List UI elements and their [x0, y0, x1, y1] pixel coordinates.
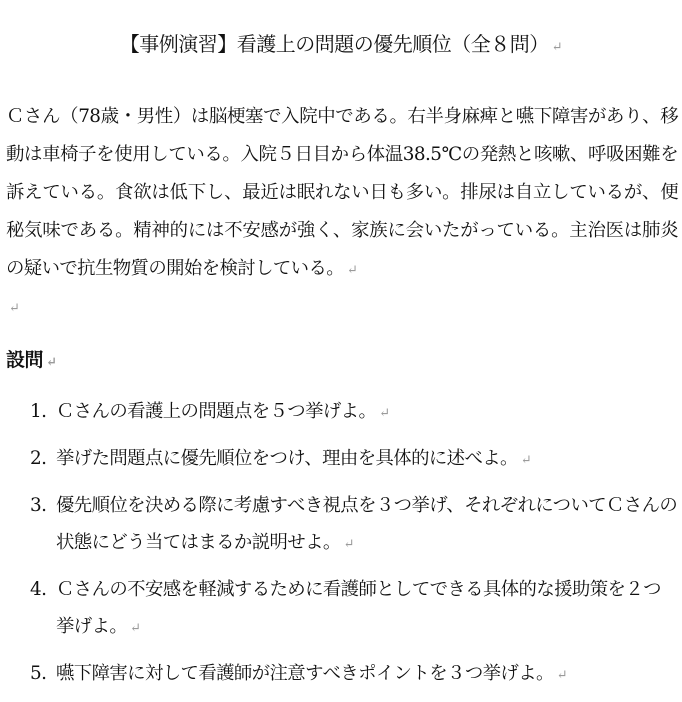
question-number: 5. — [30, 663, 47, 684]
case-description — [6, 98, 678, 290]
question-number: 4. — [30, 579, 47, 600]
question-item — [0, 571, 682, 647]
paragraph-mark-icon: ↵ — [551, 40, 563, 55]
question-text: 嚥下障害に対して看護師が注意すべきポイントを３つ挙げよ。 — [56, 663, 554, 684]
questions-heading-text: 設問 — [6, 349, 44, 371]
question-text: 挙げた問題点に優先順位をつけ、理由を具体的に述べよ。 — [56, 448, 518, 469]
question-item — [0, 440, 682, 479]
paragraph-mark-icon: ↵ — [46, 355, 57, 370]
paragraph-mark-icon: ↵ — [130, 621, 141, 636]
empty-paragraph — [6, 300, 20, 316]
paragraph-mark-icon: ↵ — [347, 263, 358, 278]
document-title — [0, 30, 682, 62]
question-number: 3. — [30, 495, 47, 516]
question-number: 1. — [30, 401, 47, 422]
question-text: 優先順位を決める際に考慮すべき視点を３つ挙げ、それぞれについてＣさんの状態にどう当てはまるか説明せよ。 — [56, 495, 678, 553]
paragraph-mark-icon: ↵ — [9, 301, 20, 316]
case-text: Ｃさん（78歳・男性）は脳梗塞で入院中である。右半身麻痺と嚥下障害があり、移動は車椅子を使用している。入院５日目から体温38.5℃の発熱と咳嗽、呼吸困難を訴えている。食欲は低下し、最近は眠れない日も多い。排尿は自立しているが、便秘気味である。精神的には不安感が強く、家族に会いたがっている。主治医は肺炎の疑いで抗生物質の開始を検討している。 — [6, 106, 678, 279]
paragraph-mark-icon: ↵ — [556, 668, 568, 683]
question-number: 2. — [30, 448, 47, 469]
questions-list — [0, 393, 682, 702]
paragraph-mark-icon: ↵ — [379, 406, 390, 421]
paragraph-mark-icon: ↵ — [343, 537, 354, 552]
paragraph-mark-icon: ↵ — [520, 453, 532, 468]
title-text: 【事例演習】看護上の問題の優先順位（全８問） — [119, 32, 549, 56]
questions-heading — [6, 346, 56, 377]
question-item — [0, 487, 682, 563]
question-text: Ｃさんの看護上の問題点を５つ挙げよ。 — [56, 401, 377, 422]
question-item — [0, 655, 682, 694]
question-item — [0, 393, 682, 432]
question-text: Ｃさんの不安感を軽減するために看護師としてできる具体的な援助策を２つ挙げよ。 — [56, 579, 661, 637]
